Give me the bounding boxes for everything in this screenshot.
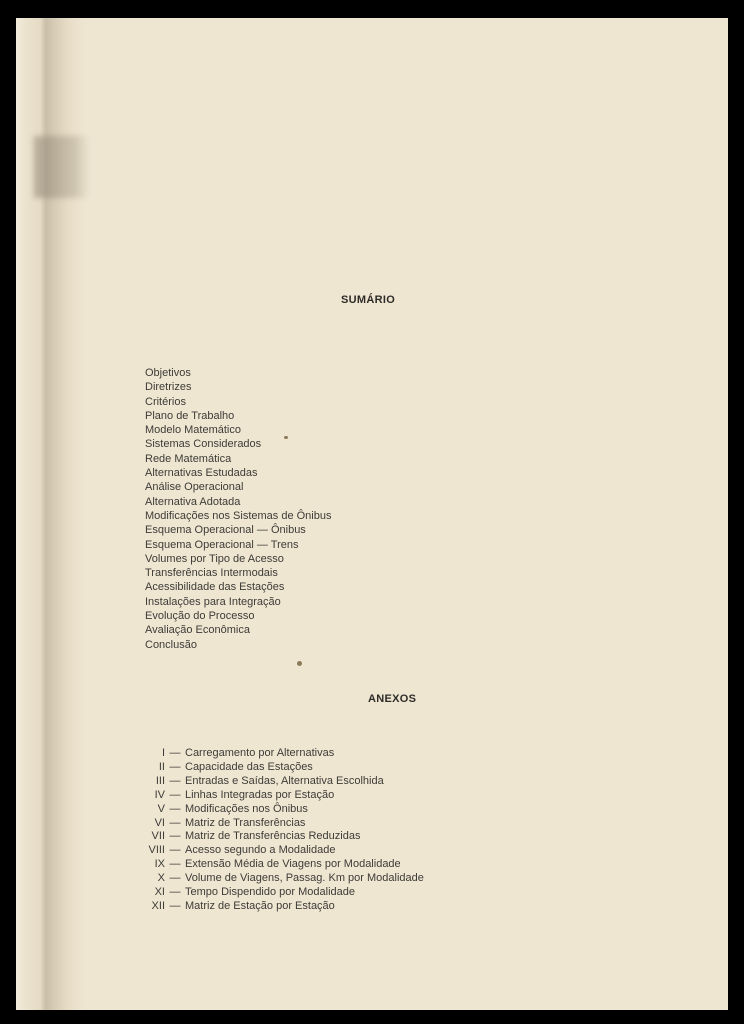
annex-label: Matriz de Estação por Estação [185, 899, 335, 912]
annex-item [126, 789, 424, 803]
annex-number: X [157, 872, 165, 885]
annex-separator: — [169, 788, 181, 801]
summary-item: Volumes por Tipo de Acesso [145, 552, 284, 565]
binding-shadow [34, 136, 90, 198]
annex-number: IX [154, 858, 165, 871]
annex-number: VIII [148, 844, 165, 857]
annexes-title: ANEXOS [368, 693, 417, 705]
annex-separator: — [169, 872, 181, 885]
annex-separator: — [169, 816, 181, 829]
annex-separator: — [169, 844, 181, 857]
annex-separator: — [169, 774, 181, 787]
annex-separator: — [169, 886, 181, 899]
annex-number: VI [154, 816, 165, 829]
annex-separator: — [169, 802, 181, 815]
summary-list [145, 366, 331, 652]
summary-item: Conclusão [145, 638, 197, 651]
annex-item [126, 858, 424, 872]
annex-number: V [157, 802, 165, 815]
summary-item: Avaliação Econômica [145, 624, 250, 637]
summary-title: SUMÁRIO [341, 294, 396, 306]
annexes-list [126, 747, 424, 914]
annex-number: VII [151, 830, 165, 843]
annex-label: Extensão Média de Viagens por Modalidade [185, 858, 401, 871]
annex-label: Acesso segundo a Modalidade [185, 844, 336, 857]
annex-separator: — [169, 760, 181, 773]
paper-speck [297, 661, 302, 666]
summary-item: Transferências Intermodais [145, 567, 278, 580]
annex-label: Modificações nos Ônibus [185, 802, 308, 815]
summary-item: Plano de Trabalho [145, 409, 235, 422]
annex-label: Matriz de Transferências Reduzidas [185, 830, 361, 843]
summary-item: Alternativa Adotada [145, 495, 241, 508]
annex-label: Tempo Dispendido por Modalidade [185, 886, 355, 899]
annex-label: Capacidade das Estações [185, 760, 313, 773]
summary-item: Análise Operacional [145, 481, 244, 494]
annex-item [126, 886, 424, 900]
annex-number: II [158, 760, 165, 773]
annex-separator: — [169, 858, 181, 871]
annex-number: IV [154, 788, 165, 801]
annex-item [126, 844, 424, 858]
annex-number: I [161, 747, 165, 759]
annex-item [126, 830, 424, 844]
annex-separator: — [169, 747, 181, 759]
summary-item: Objetivos [145, 367, 191, 379]
summary-item: Acessibilidade das Estações [145, 581, 285, 594]
annex-separator: — [169, 830, 181, 843]
annex-item [126, 775, 424, 789]
annex-item [126, 817, 424, 831]
annex-label: Entradas e Saídas, Alternativa Escolhida [185, 774, 384, 787]
summary-item: Alternativas Estudadas [145, 467, 258, 480]
summary-item: Esquema Operacional — Ônibus [145, 524, 306, 537]
annex-item [126, 803, 424, 817]
summary-item: Modificações nos Sistemas de Ônibus [145, 509, 332, 522]
summary-item: Evolução do Processo [145, 610, 255, 623]
summary-item: Instalações para Integração [145, 595, 281, 608]
summary-item: Rede Matemática [145, 452, 232, 465]
summary-item: Sistemas Considerados [145, 438, 262, 451]
annex-number: XII [151, 899, 165, 912]
annex-label: Matriz de Transferências [185, 816, 306, 829]
annex-number: XI [154, 886, 165, 899]
annex-item [126, 761, 424, 775]
document-page [16, 18, 728, 1010]
summary-item: Critérios [145, 395, 186, 408]
annex-number: III [155, 774, 165, 787]
summary-item: Esquema Operacional — Trens [145, 538, 299, 551]
annex-item [126, 872, 424, 886]
annex-label: Volume de Viagens, Passag. Km por Modalidade [185, 872, 424, 885]
annex-item [126, 900, 424, 914]
annex-label: Linhas Integradas por Estação [185, 788, 335, 801]
summary-item: Modelo Matemático [145, 424, 241, 437]
annex-label: Carregamento por Alternativas [185, 747, 335, 759]
annex-item [126, 747, 424, 761]
annex-separator: — [169, 899, 181, 912]
summary-item: Diretrizes [145, 381, 192, 394]
